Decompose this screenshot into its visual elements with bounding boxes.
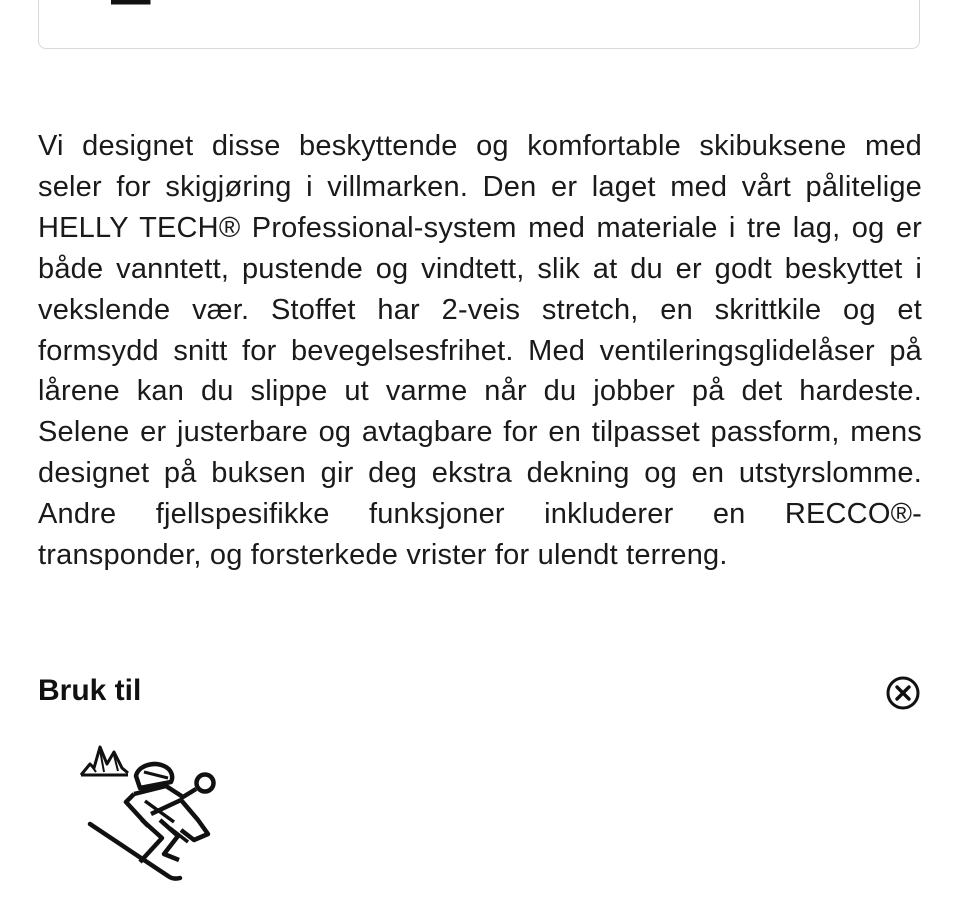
mountain-skiing-icon — [78, 742, 222, 888]
product-description: Vi designet disse beskyttende og komfortable skibuksene med seler for skigjøring i villmarken. Den er laget med vårt pålitelige HELLY TECH® Professional-system med materiale i tre lag, og er både vanntett, pustende og vindtett, slik at du er godt beskyttet i vekslende vær. Stoffet har 2-veis stretch, en skrittkile og et formsydd snitt for bevegelsesfrihet. Med ventileringsglidelåser på lårene kan du slippe ut varme når du jobber på det hardeste. Selene er justerbare og avtagbare for en tilpasset passform, mens designet på buksen gir deg ekstra dekning og en utstyrslomme. Andre fjellspesifikke funksjoner inkluderer en RECCO®-transponder, og forsterkede vrister for ulendt terreng. — [38, 130, 922, 572]
close-circle-icon — [884, 674, 922, 712]
use-section-title: Bruk til — [38, 674, 142, 707]
collapse-use-section-button[interactable] — [884, 674, 922, 712]
use-section-header[interactable] — [38, 672, 922, 716]
square-outline-icon — [111, 0, 151, 10]
feature-card — [38, 0, 920, 49]
